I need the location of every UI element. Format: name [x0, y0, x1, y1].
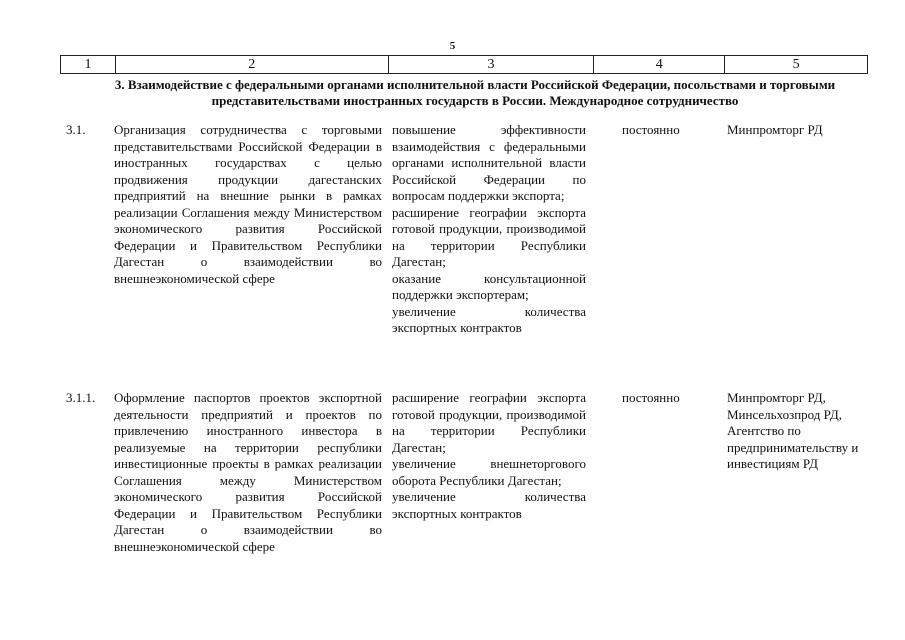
result-item: расширение географии экспорта готовой продукции, производимой на территории Республики Дагестан;: [392, 390, 586, 455]
term-text: постоянно: [622, 122, 680, 137]
column-header-2: 2: [115, 56, 388, 73]
result-item: увеличение количества экспортных контрактов: [392, 489, 586, 521]
result-item: расширение географии экспорта готовой продукции, производимой на территории Республики Дагестан;: [392, 204, 586, 269]
column-header-1: 1: [84, 57, 92, 72]
section-title: 3. Взаимодействие с федеральными органами исполнительной власти Российской Федерации, посольствами и торговыми представительствами иностранных государств в России. Международное сотрудничество: [114, 77, 836, 108]
executor-text: Минпромторг РД, Минсельхозпрод РД, Агентство по предпринимательству и инвестициям РД: [727, 390, 859, 471]
row-number: 3.1.: [66, 122, 86, 137]
executor-text: Минпромторг РД: [727, 122, 823, 137]
column-header-4: 4: [593, 56, 724, 73]
table-header-row: [60, 55, 868, 74]
result-item: оказание консультационной поддержки экспортерам;: [392, 270, 586, 302]
activity-text: Организация сотрудничества с торговыми представительствами Российской Федерации в иностранных государствах с целью продвижения продукции дагестанских предприятий на внешние рынки в рамках реализации Соглашения между Министерством экономического развития Российской Федерации и Правительством Республики Дагестан о взаимодействии во внешнеэкономической сфере: [114, 122, 382, 286]
page-number: 5: [449, 40, 456, 52]
column-header-3: 3: [388, 56, 594, 73]
result-item: увеличение внешнеторгового оборота Республики Дагестан;: [392, 456, 586, 488]
result-item: повышение эффективности взаимодействия с федеральными органами исполнительной власти Российской Федерации по вопросам поддержки экспорта;: [392, 122, 586, 203]
term-text: постоянно: [622, 390, 680, 405]
expected-results: [392, 390, 586, 522]
row-number: 3.1.1.: [66, 390, 96, 405]
result-item: увеличение количества экспортных контрактов: [392, 303, 586, 335]
activity-text: Оформление паспортов проектов экспортной деятельности предприятий и проектов по привлечению иностранного инвестора в реализуемые на территории республики инвестиционные проекты в рамках реализации Соглашения между Министерством экономического развития Российской Федерации и Правительством Республики Дагестан о взаимодействии во внешнеэкономической сфере: [114, 390, 382, 554]
column-header-5: 5: [724, 56, 867, 73]
expected-results: [392, 122, 586, 337]
